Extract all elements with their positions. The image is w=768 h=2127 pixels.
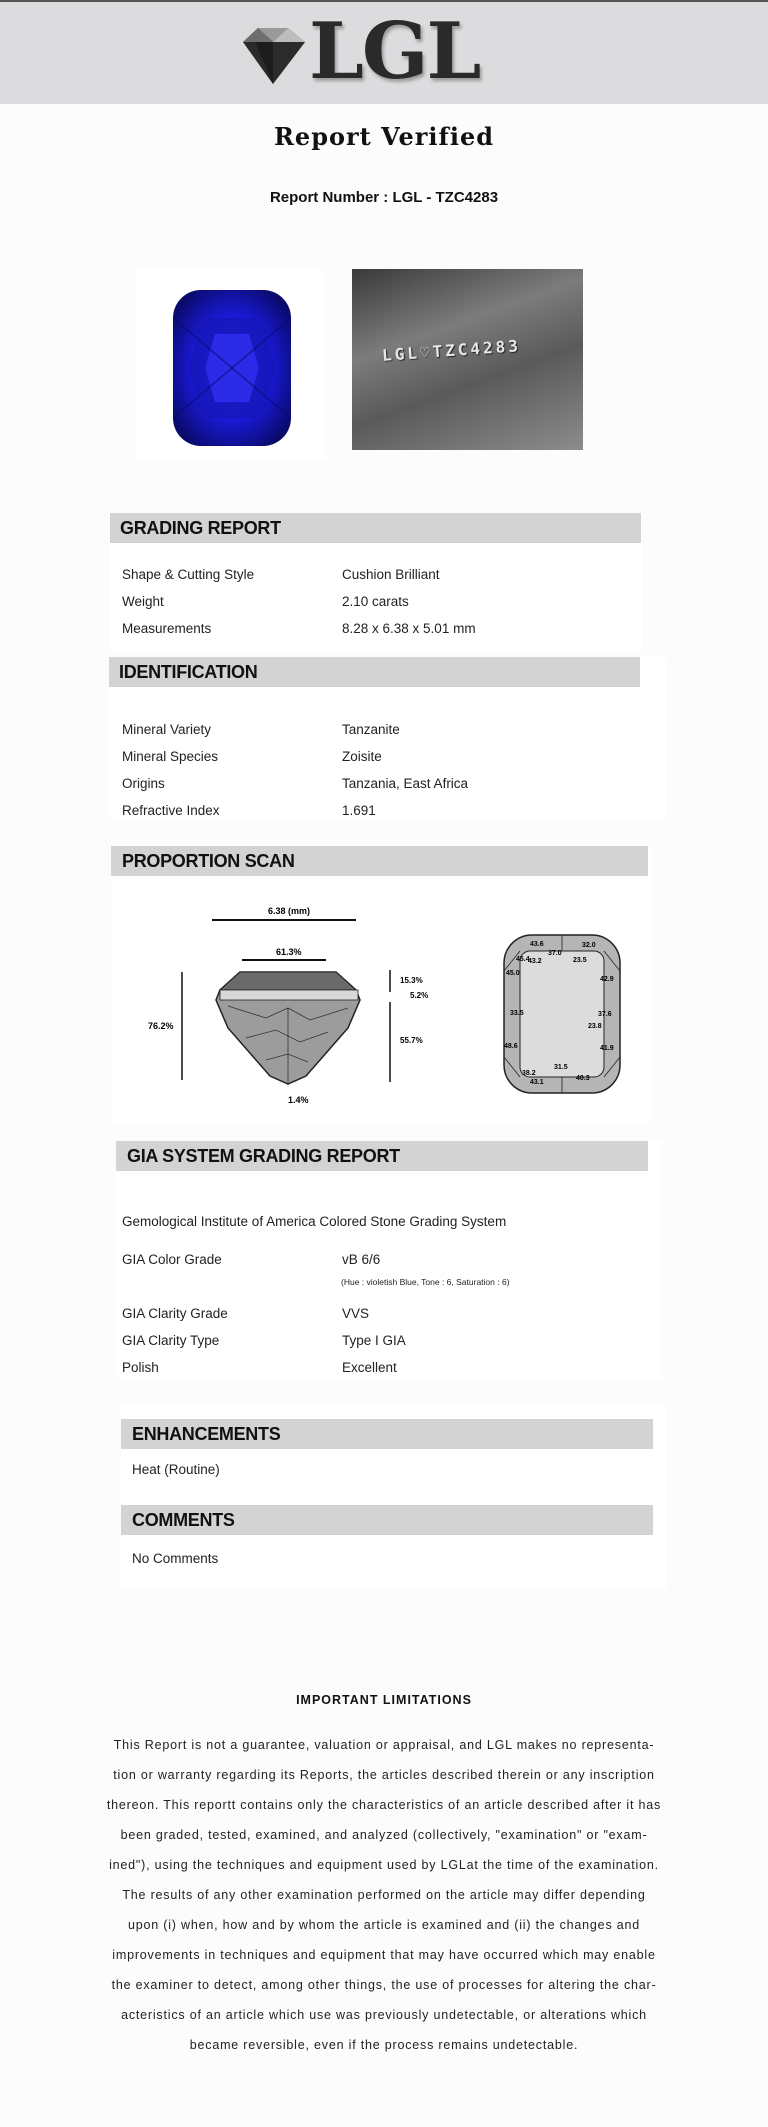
- row-value: vB 6/6: [342, 1252, 381, 1267]
- facet-label: 31.5: [554, 1064, 568, 1071]
- facet-label: 43.1: [530, 1079, 544, 1086]
- facet-label: 37.6: [598, 1011, 612, 1018]
- row-value: Excellent: [342, 1360, 397, 1375]
- limitations-line: The results of any other examination performed on the article may differ depending: [122, 1888, 646, 1902]
- row-label: Weight: [122, 594, 164, 609]
- row-label: GIA Clarity Grade: [122, 1306, 228, 1321]
- inscription-photo: [352, 269, 583, 450]
- facet-label: 23.8: [588, 1023, 602, 1030]
- row-value: Cushion Brilliant: [342, 567, 440, 582]
- row-label: Refractive Index: [122, 803, 220, 818]
- limitations-line: the examiner to detect, among other things, the use of processes for altering the char-: [111, 1978, 657, 1992]
- facet-label: 23.5: [573, 957, 587, 964]
- enhancements-heading: ENHANCEMENTS: [121, 1419, 653, 1449]
- facet-label: 48.6: [504, 1043, 518, 1050]
- limitations-line: This Report is not a guarantee, valuation or appraisal, and LGL makes no representa-: [113, 1738, 655, 1752]
- gia-heading: GIA SYSTEM GRADING REPORT: [116, 1141, 648, 1171]
- color-grade-note: (Hue : violetish Blue, Tone : 6, Saturation : 6): [341, 1277, 510, 1287]
- row-label: GIA Clarity Type: [122, 1333, 220, 1348]
- crown-label: 15.3%: [400, 976, 423, 985]
- total-depth-label: 76.2%: [148, 1021, 174, 1031]
- row-value: 1.691: [342, 803, 376, 818]
- proportion-scan-heading: PROPORTION SCAN: [111, 846, 648, 876]
- inscription-text: LGL♡TZC4283: [381, 336, 522, 365]
- limitations-line: acteristics of an article which use was previously undetectable, or alterations which: [121, 2008, 647, 2022]
- limitations-line: been graded, tested, examined, and analyzed (collectively, "examination" or "exam-: [120, 1828, 648, 1842]
- row-value: Tanzania, East Africa: [342, 776, 469, 791]
- facet-label: 45.0: [506, 970, 520, 977]
- girdle-label: 5.2%: [410, 991, 429, 1000]
- row-value: Tanzanite: [342, 722, 400, 737]
- row-label: Shape & Cutting Style: [122, 567, 255, 582]
- facet-label: 45.4: [516, 956, 530, 963]
- identification-heading: IDENTIFICATION: [109, 657, 640, 687]
- enhancements-text: Heat (Routine): [132, 1462, 220, 1477]
- limitations-line: ined"), using the techniques and equipment used by LGLat the time of the examination.: [109, 1858, 659, 1872]
- gem-photo: [135, 270, 325, 460]
- facet-label: 43.2: [528, 958, 542, 965]
- report-number: Report Number : LGL - TZC4283: [269, 189, 499, 206]
- width-label: 6.38 (mm): [268, 906, 311, 916]
- facet-label: 37.0: [548, 950, 562, 957]
- row-label: Polish: [122, 1360, 159, 1375]
- row-label: Origins: [122, 776, 165, 791]
- facet-label: 33.5: [510, 1010, 524, 1017]
- facet-label: 32.0: [582, 942, 596, 949]
- logo-text: LGL: [309, 6, 480, 97]
- facet-label: 40.3: [576, 1075, 590, 1082]
- row-value: VVS: [342, 1306, 370, 1321]
- row-value: 8.28 x 6.38 x 5.01 mm: [342, 621, 476, 636]
- row-label: Measurements: [122, 621, 212, 636]
- diamond-icon: [233, 22, 313, 92]
- row-value: 2.10 carats: [342, 594, 409, 609]
- side-profile-diagram: [116, 898, 429, 1120]
- table-label: 61.3%: [276, 947, 302, 957]
- page-title: Report Verified: [273, 122, 495, 151]
- row-value: Zoisite: [342, 749, 382, 764]
- limitations-line: upon (i) when, how and by whom the article is examined and (ii) the changes and: [127, 1918, 641, 1932]
- limitations-line: became reversible, even if the process remains undetectable.: [189, 2038, 579, 2052]
- row-label: Mineral Species: [122, 749, 219, 764]
- culet-label: 1.4%: [288, 1095, 309, 1105]
- facet-label: 41.9: [600, 1045, 614, 1052]
- gia-subtitle: Gemological Institute of America Colored Stone Grading System: [122, 1214, 507, 1229]
- facet-label: 38.2: [522, 1070, 536, 1077]
- limitations-line: tion or warranty regarding its Reports, the articles described therein or any inscription: [113, 1768, 655, 1782]
- logo: [233, 6, 493, 97]
- row-label: Mineral Variety: [122, 722, 212, 737]
- grading-report-heading: GRADING REPORT: [110, 513, 641, 543]
- comments-text: No Comments: [132, 1551, 219, 1566]
- facet-label: 43.6: [530, 941, 544, 948]
- top-view-diagram: [474, 905, 646, 1120]
- limitations-heading: IMPORTANT LIMITATIONS: [296, 1693, 472, 1707]
- limitations-line: thereon. This reportt contains only the characteristics of an article described after it has: [106, 1798, 662, 1812]
- pavilion-label: 55.7%: [400, 1036, 423, 1045]
- facet-label: 42.9: [600, 976, 614, 983]
- row-value: Type I GIA: [342, 1333, 406, 1348]
- row-label: GIA Color Grade: [122, 1252, 222, 1267]
- limitations-line: improvements in techniques and equipment that may have occurred which may enable: [112, 1948, 656, 1962]
- comments-heading: COMMENTS: [121, 1505, 653, 1535]
